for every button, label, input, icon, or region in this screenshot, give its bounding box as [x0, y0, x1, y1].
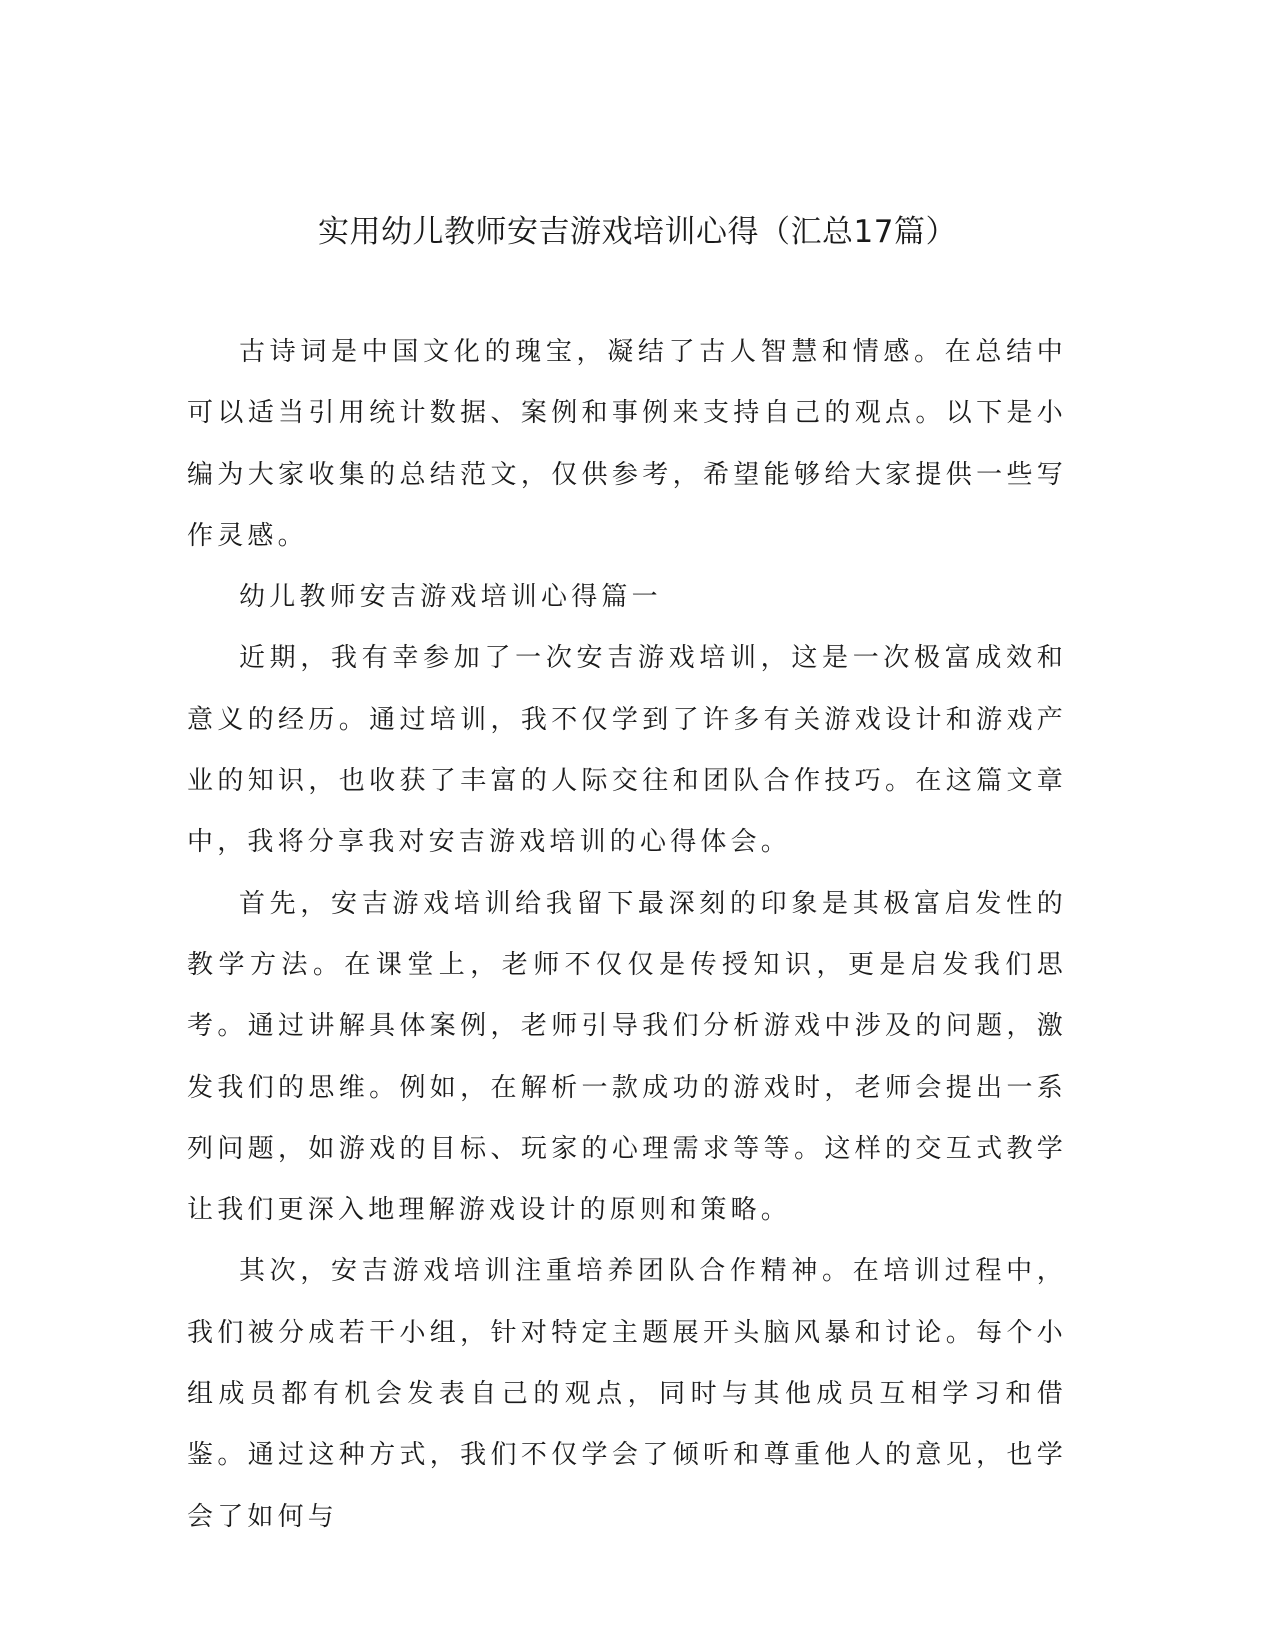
- document-body: [187, 322, 1067, 1548]
- section-heading: 幼儿教师安吉游戏培训心得篇一: [239, 582, 662, 613]
- body-paragraph: 其次，安吉游戏培训注重培养团队合作精神。在培训过程中，我们被分成若干小组，针对特定主题展开头脑风暴和讨论。每个小组成员都有机会发表自己的观点，同时与其他成员互相学习和借鉴。通过这种方式，我们不仅学会了倾听和尊重他人的意见，也学会了如何与: [187, 1256, 1067, 1532]
- body-paragraph: 首先，安吉游戏培训给我留下最深刻的印象是其极富启发性的教学方法。在课堂上，老师不仅仅是传授知识，更是启发我们思考。通过讲解具体案例，老师引导我们分析游戏中涉及的问题，激发我们的思维。例如，在解析一款成功的游戏时，老师会提出一系列问题，如游戏的目标、玩家的心理需求等等。这样的交互式教学让我们更深入地理解游戏设计的原则和策略。: [187, 888, 1067, 1226]
- body-paragraph: 近期，我有幸参加了一次安吉游戏培训，这是一次极富成效和意义的经历。通过培训，我不仅学到了许多有关游戏设计和游戏产业的知识，也收获了丰富的人际交往和团队合作技巧。在这篇文章中，我将分享我对安吉游戏培训的心得体会。: [187, 643, 1067, 858]
- intro-paragraph: 古诗词是中国文化的瑰宝，凝结了古人智慧和情感。在总结中可以适当引用统计数据、案例和事例来支持自己的观点。以下是小编为大家收集的总结范文，仅供参考，希望能够给大家提供一些写作灵感。: [187, 337, 1067, 551]
- document-title: 实用幼儿教师安吉游戏培训心得（汇总17篇）: [318, 214, 957, 250]
